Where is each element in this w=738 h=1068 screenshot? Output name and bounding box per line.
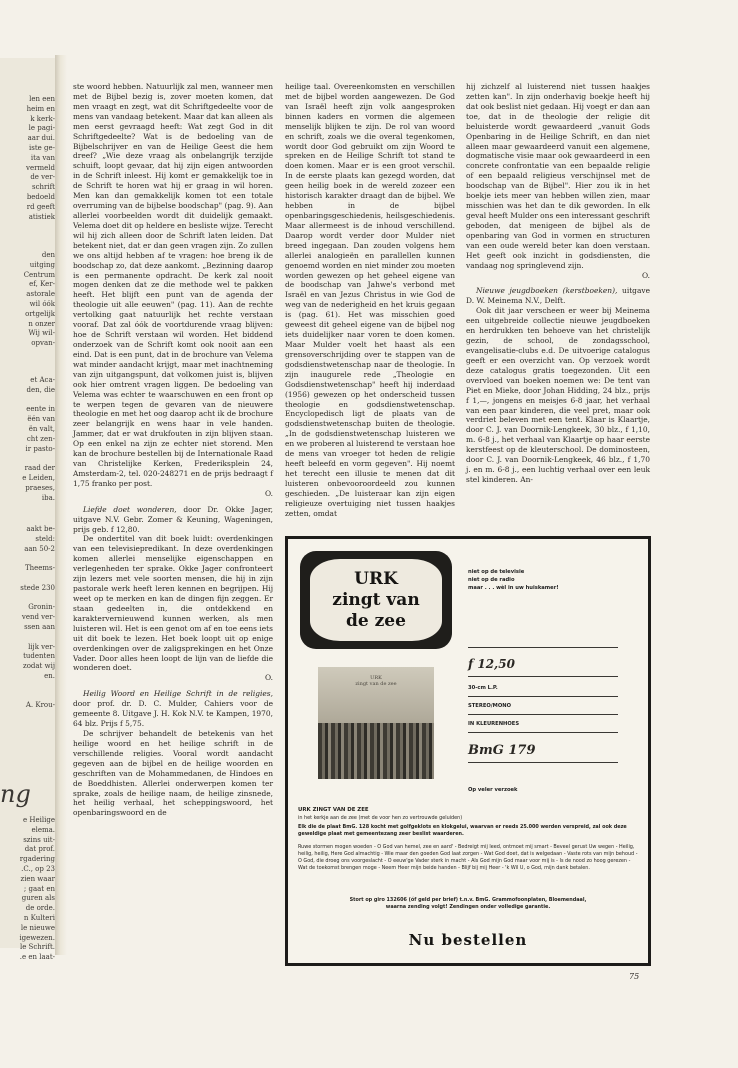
left-text-fragment: et Aca- den, die eente in ëén van ën valt, cht zen- ir pasto- raad der e Leiden, praeses, iba.: [22, 376, 55, 502]
review-heading: Nieuwe jeugdboeken (kerstboeken), uitgave D. W. Meinema N.V., Delft.: [466, 286, 650, 306]
paragraph: heilige taal. Overeenkomsten en verschillen met de bijbel worden aangewezen. De God van Israël heeft zijn volk aangesproken binnen kaders en vormen die algemeen menselijk blijken te zijn. De rol van woord en schrift, zoals we die overal tegenkomen, wordt door God gebruikt om zijn Woord te spreken en de Heilige Schrift tot stand te doen komen. Maar er is een groot verschil. In de eerste plaats kan gezegd worden, dat geen heilig boek in de wereld zozeer een historisch karakter draagt dan de bijbel. We hebben in de bijbel openbaringsgeschiedenis, heilsgeschiedenis. Maar allermeest is de inhoud verschillend. Daarop wordt verder door Mulder niet breed ingegaan. Dan zouden volgens hem allerlei analogieën en parallellen kunnen genoemd worden en niet minder zou moeten worden gewezen op het geheel eigene van de boodschap van Jahwe's verbond met Israël en van Jezus Christus in wie God de weg van de nederigheid en het kruis gegaan is (pag. 61). Het was misschien goed geweest dit geheel eigene van de bijbel nog iets duidelijker naar voren te doen komen. Maar Mulder voelt het haast als een grensoverschrijding over te stappen van de godsdienstwetenschap naar de theologie. In zijn inaugurele rede „Theologie en Godsdienstwetenschap" heeft hij inderdaad (1956) gewezen op het onderscheid tussen theologie en godsdienstwetenschap. Encyclopedisch ligt de plaats van de godsdienstwetenschap buiten de theologie. „In de godsdienstwetenschap luisteren we en we proberen al luisterend te verstaan hoe de mens van vroeger tot heden de religie heeft beleefd en vorm gegeven". Hij noemt het terecht een illusie te menen dat dit luisteren onbevooroordeeld zou kunnen geschieden. „De luisteraar kan zijn eigen religieuze overtuiging niet tussen haakjes zetten, omdat: [285, 82, 455, 518]
book-gutter: [55, 55, 67, 955]
signature: O.: [641, 270, 650, 280]
left-text-fragment: e Heilige elema. szins uit- dat prof. rgadering .C., op 23 zien waar ; gaat en guren als de orde. n Kulteri le nieuwe igewezen. le Schrift. .e en laat-: [19, 816, 55, 962]
tv-screen: [310, 559, 442, 641]
price: f 12,50: [468, 657, 515, 671]
order-now-call-to-action: Nu bestellen: [408, 931, 528, 949]
left-big-heading: ng: [0, 780, 31, 808]
paragraph: Ook dit jaar verscheen er weer bij Meinema een uitgebreide collectie nieuwe jeugdboeken en herdrukken ten behoeve van het christelijk gezin, de school, de zondagsschool, evangelisatie-clubs e.d. De uitvoerige catalogus geeft er een overzicht van. Op verzoek wordt deze catalogus gratis toegezonden. Uit een overvloed van boeken noemen we: De tent van Piet en Mieke, door Johan Hidding, 24 blz., prijs f 1,—, jongens en meisjes 6-8 jaar, het verhaal van een paar kinderen, die veel pret, maar ook verdriet beleven met een tent. Klaar is Klaartje, door C. J. van Doornik-Lengkeek, 30 blz., f 1,10, m. 6-8 j., het verhaal van Klaartje op haar eerste kerstfeest op de kleuterschool. De dominosteen, door C. J. van Doornik-Lengkeek, 46 blz., f 1,70 j. en m. 6-8 j., een luchtig verhaal over een leuk stel kinderen. An-: [466, 306, 650, 484]
column-2: [285, 82, 455, 519]
album-cover-photo: [318, 667, 434, 779]
spec: STEREO/MONO: [468, 703, 511, 709]
left-text-fragment: len een heim en k kerk- le pagi- aar dui. iste ge- ita van vermeld de ver- schrift bedoeld rd geeft atistiek: [26, 95, 55, 221]
ad-order-info: Stort op giro 132606 (óf geld per brief) t.n.v. BmG. Grammofoonplaten, Bloemendaal, waarna zending volgt! Zendingen onder volledige garantie.: [349, 897, 587, 910]
tv-graphic: [300, 551, 452, 649]
ad-note: niet op de televisie: [468, 569, 525, 575]
review-heading: Liefde doet wonderen, door Dr. Okke Jager, uitgave N.V. Gebr. Zomer & Keuning, Wageningen, prijs geb. f 12,80.: [73, 504, 273, 534]
ad-subheading: in het kerkje aan de zee (met de voor hen zo vertrouwde geluiden): [298, 815, 463, 821]
review-heading: Heilig Woord en Heilige Schrift in de religies, door prof. dr. D. C. Mulder, Cahiers voor de gemeente 8. Uitgave J. H. Kok N.V. te Kampen, 1970, 64 blz. Prijs f 5,75.: [73, 689, 273, 729]
signature: O.: [264, 488, 273, 498]
paragraph: De schrijver behandelt de betekenis van het heilige woord en het heilige schrift in de verschillende religies. Vooral wordt aandacht gegeven aan de bijbel en de heilige woorden en geschriften van de Mohammedanen, de Hindoes en de Boeddhisten. Allerlei onderwerpen komen ter sprake, zoals de heilige naam, de heilige zinsnede, het heilig verhaal, het scheppingswoord, het openbaringswoord en de: [73, 729, 273, 818]
spec: 30-cm L.P.: [468, 685, 498, 691]
signature: O.: [264, 673, 273, 683]
paragraph: hij zichzelf al luisterend niet tussen haakjes zetten kan". In zijn onderhavig boekje heeft hij dat ook beslist niet gedaan. Hij voegt er dan aan toe, dat in de theologie der religie dit beluisterde wordt gewaardeerd „vanuit Gods Openbaring in de Heilige Schrift, en dan niet alleen maar gewaardeerd vanuit een algemene, dogmatische visie maar ook gewaardeerd in een concrete confrontatie van een bepaalde religie of een bepaald religieus verschijnsel met de boodschap van de Bijbel". Hier zou ik in het boekje iets meer van hebben willen zien, maar misschien was het dan te dik geworden. In elk geval heeft Mulder ons een interessant geschrift geboden, dat menigeen de bijbel als de openbaring van God in vormen en structuren van een oude wereld beter kan doen verstaan. Het geeft ook inzicht in godsdiensten, die vandaag nog springlevend zijn.: [466, 82, 650, 270]
ad-tracklist: Ruwe stormen mogen woeden - O God van hemel, zee en aard' - Bedreigt mij leed, ontmoet mij smart - Beveel gerust Uw wegen - Heilig, heilig, heilig, Here God almachtig - Wie maar den goeden God laat zorgen - Wat God doet, dat is welgedaan - Vaste rots van mijn behoud - O God, die droeg ons voorgeslacht - O eeuw'ge Vader sterk in macht - Als God mijn God maar voor mij is - Is de nood zo hoog gerezen - Wat de toekomst brengen moge - Neem Heer mijn beide handen - Blijf bij mij Heer - 'k Wil U, o God, mijn dank betalen.: [298, 844, 638, 871]
cover-title: URK zingt van de zee: [355, 675, 397, 687]
paragraph: De ondertitel van dit boek luidt: overdenkingen van een televisiepredikant. In deze overdenkingen komen allerlei menselijke eigenschappen en verlegenheden ter sprake. Okke Jager confronteert zijn lezers met vele soorten mensen, die hij in zijn pastorale werk heeft leren kennen en begrijpen. Hij weet op te merken en kan de dingen fijn zeggen. Er staan gedeelten in, die ontdekkend en karaktervernieuwend kunnen werken, als men luisteren wil. Het is een genot om af en toe eens iets uit dit boek te lezen. Het boek loopt uit op enige overdenkingen over de zaligsprekingen en het Onze Vader. Door alles heen loopt de lijn van de liefde die wonderen doet.: [73, 534, 273, 673]
facing-page-fragment: [0, 58, 55, 962]
ad-request: Op veler verzoek: [468, 787, 518, 793]
ad-heading: URK ZINGT VAN DE ZEE: [298, 807, 369, 813]
catalog-number: BmG 179: [468, 743, 536, 758]
spec: IN KLEURENHOES: [468, 721, 520, 727]
record-advertisement: [285, 536, 651, 966]
paragraph: ste woord hebben. Natuurlijk zal men, wanneer men met de Bijbel bezig is, zover moeten komen, dat men vraagt en zegt, wat dit Schriftgedeelte voor de mens van vandaag betekent. Maar dat kan alleen als men eerst gevraagd heeft: Wat zegt God in dit Schriftgedeelte? Wat is de bedoeling van de Bijbelschrijver en van de Heilige Geest die hem dreef? „Wie deze vraag als onbelangrijk terzijde schuift, loopt gevaar, dat hij zijn eigen antwoorden in de Schrift inleest. Hij komt er gemakkelijk toe in de Schrift te horen wat hij er graag in wil horen. Men kan dan gemakkelijk komen tot een totale overruming van de bijbelse boodschap" (pag. 9). Aan allerlei voorbeelden wordt dit duidelijk gemaakt. Velema doet dit op heldere en besliste wijze. Terecht wil hij zich alleen door de Schrift laten leiden. Dat betekent niet, dat er dan geen vragen zijn. Zo zullen we ons altijd hebben af te vragen: hoe breng ik de boodschap zo, dat deze aankomt. „Bezinning daarop is een permanente opdracht. De kerk zal nooit mogen denken dat ze die methode wel te pakken heeft. Het blijft een punt van de agenda der theologie uit alle eeuwen" (pag. 11). Aan de rechte vertolking gaat natuurlijk het rechte verstaan vooraf. Dat zal óók de voortdurende vraag blijven: hoe de Schrift verstaan wil worden. Het biddend onderzoek van de Schrift komt ook nooit aan een eind. Dat is een punt, dat in de brochure van Velema wat minder aandacht krijgt, maar met inachtneming van zijn uitgangspunt, dat volkomen juist is, blijven ook hier omtrent vragen liggen. De bedoeling van Velema was echter te waarschuwen en een front op te werpen tegen de gevaren van de nieuwere theologie en met het oog daarop acht ik de brochure zeer belangrijk en wens haar in vele handen. Jammer, dat er wat drukfouten in zijn blijven staan. Op een enkel na zijn ze echter niet storend. Men kan de brochure bestellen bij de Internationale Raad van Christelijke Kerken, Frederiksplein 24, Amsterdam-2, tel. 020-248271 en de prijs bedraagt f 1,75 franko per post.: [73, 82, 274, 488]
page-number: 75: [629, 972, 640, 981]
column-3: [466, 82, 650, 485]
ad-note: maar . . . wèl in uw huiskamer!: [468, 585, 559, 591]
left-text-fragment: aakt be- steld: aan 50-2 Theems- stede 230 Gronin- vend ver- ssen aan lijk ver- tudenten zodat wij en. A. Krou-: [20, 525, 55, 710]
left-text-fragment: den uitging Centrum ef, Ker- astorale wil óók ortgelijk n onzer Wij wil- opvan-: [23, 251, 55, 348]
column-1: [73, 82, 273, 818]
ad-title-line: de zee: [346, 611, 406, 631]
ad-title-line: zingt van: [332, 590, 420, 610]
ad-note: niet op de radio: [468, 577, 515, 583]
ad-title-line: URK: [354, 569, 398, 589]
ad-blurb: Elk die de plaat BmG. 128 kocht met golfgeklots en klokgelui, waarvan er reeds 25.000 werden verspreid, zal ook deze geweldige plaat met gemeentezang zeer beslist waarderen.: [298, 824, 627, 837]
